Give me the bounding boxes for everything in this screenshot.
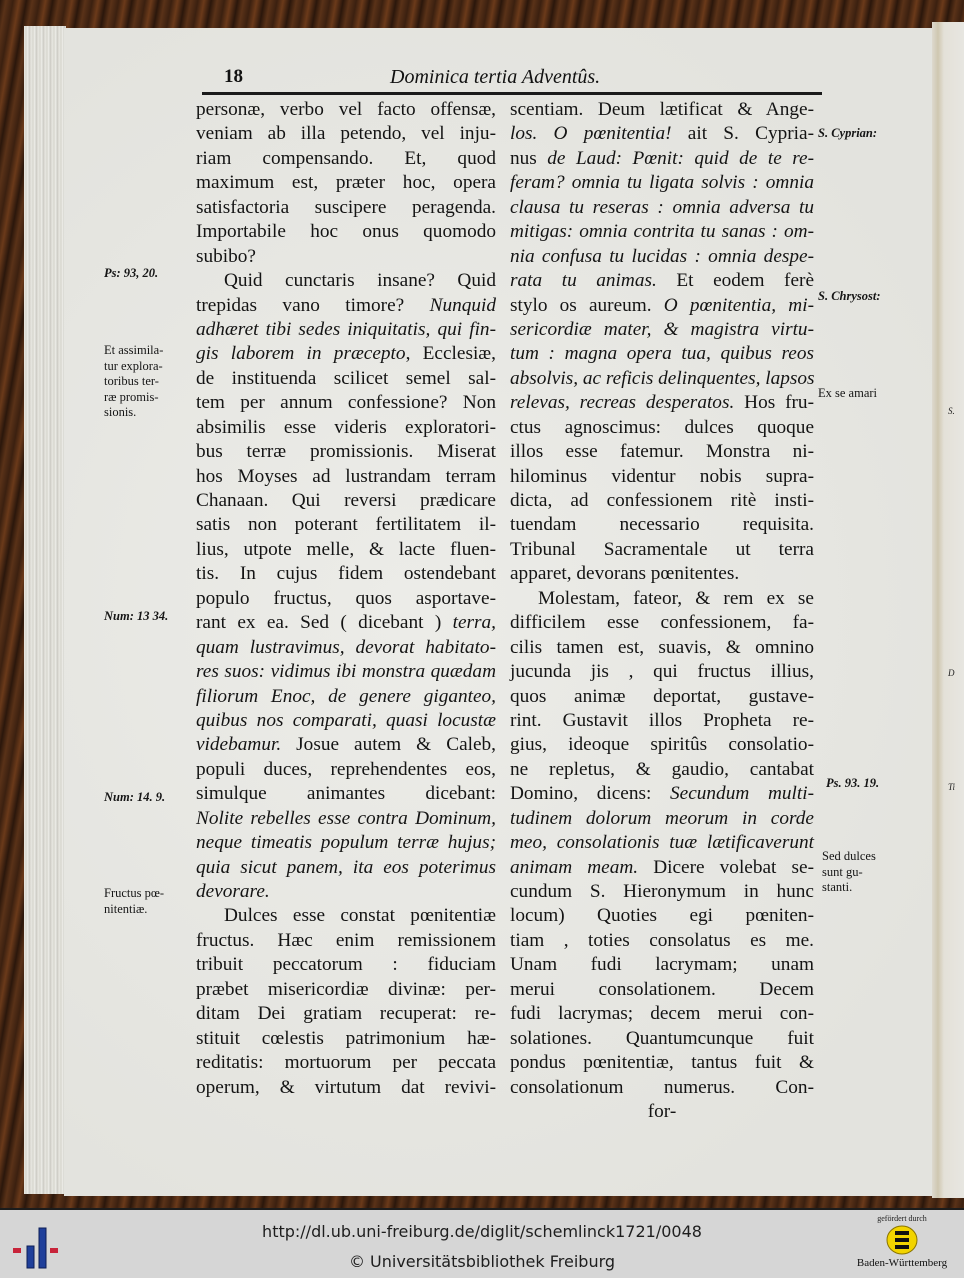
text-line bbox=[196, 880, 496, 904]
text-line bbox=[196, 611, 496, 635]
text-line bbox=[196, 98, 496, 122]
text-line bbox=[510, 342, 814, 366]
bleed-through-text bbox=[112, 128, 196, 144]
roman-run: quos animæ deportat, gustave- bbox=[510, 685, 814, 707]
sponsor-name: Baden-Württemberg bbox=[856, 1257, 948, 1269]
roman-run: ditam Dei gratiam recuperat: re- bbox=[196, 1003, 496, 1025]
roman-run: for- bbox=[647, 1100, 677, 1122]
roman-run: absimilis esse videris exploratori- bbox=[196, 416, 496, 438]
text-line bbox=[196, 856, 496, 880]
italic-run: res suos: vidimus ibi monstra quædam bbox=[196, 661, 496, 683]
text-line bbox=[510, 147, 814, 171]
roman-run: tribuit peccatorum : fiduciam bbox=[196, 954, 496, 976]
text-line bbox=[196, 269, 496, 293]
roman-run: tis. In cujus fidem ostendebant bbox=[196, 563, 496, 585]
text-line bbox=[196, 1076, 496, 1100]
italic-run: filiorum Enoc, de genere giganteo, bbox=[196, 685, 496, 707]
roman-run: locum) Quoties egi pœniten- bbox=[510, 905, 814, 927]
text-line bbox=[510, 1051, 814, 1075]
roman-run: præbet misericordiæ divinæ: per- bbox=[196, 978, 496, 1000]
text-line bbox=[196, 831, 496, 855]
roman-run: , Ecclesiæ, bbox=[405, 343, 496, 365]
text-line bbox=[196, 1051, 496, 1075]
text-line bbox=[196, 758, 496, 782]
text-line bbox=[510, 831, 814, 855]
italic-run: tudinem dolorum meorum in corde bbox=[510, 807, 814, 829]
italic-run: neque timeatis populum terræ hujus; bbox=[196, 832, 496, 854]
text-line bbox=[196, 538, 496, 562]
text-line bbox=[510, 1027, 814, 1051]
roman-run: stylo os aureum. bbox=[510, 294, 664, 316]
roman-run: dicta, ad confessionem ritè insti- bbox=[510, 490, 814, 511]
text-line bbox=[510, 587, 814, 611]
text-line bbox=[196, 636, 496, 660]
text-line bbox=[510, 269, 814, 293]
roman-run: ne repletus, & gaudio, cantabat bbox=[510, 758, 814, 780]
text-line bbox=[196, 660, 496, 684]
roman-run: simulque animantes dicebant: bbox=[196, 783, 496, 805]
roman-run: satis non poterant fertilitatem il- bbox=[196, 514, 496, 536]
roman-run: stituit cœlestis patrimonium hæ- bbox=[196, 1027, 496, 1049]
roman-run: scentiam. Deum lætificat & Ange- bbox=[510, 99, 814, 120]
text-line bbox=[510, 880, 814, 904]
next-page-edge: S. D Ti bbox=[948, 406, 956, 792]
text-line bbox=[196, 416, 496, 440]
text-line bbox=[510, 220, 814, 244]
text-line bbox=[196, 904, 496, 928]
roman-run: subibo? bbox=[196, 245, 256, 267]
text-line bbox=[196, 709, 496, 733]
italic-run: terra, bbox=[452, 612, 496, 634]
roman-run: Chanaan. Qui reversi prædicare bbox=[196, 490, 496, 511]
text-line bbox=[510, 318, 814, 342]
text-line bbox=[196, 978, 496, 1002]
margin-note-fructus: Fructus pœ- nitentiæ. bbox=[104, 886, 165, 916]
right-text-column bbox=[510, 98, 814, 1124]
roman-run: Dicere volebat se- bbox=[638, 856, 814, 878]
roman-run: operum, & virtutum dat revivi- bbox=[196, 1076, 496, 1098]
italic-run: Secundum multi- bbox=[670, 783, 815, 805]
text-line bbox=[196, 587, 496, 611]
margin-note-ex-se-amari: Ex se amari bbox=[818, 386, 878, 400]
roman-run: Molestam, fateor, & rem ex se bbox=[538, 587, 814, 609]
roman-run: trepidas vano timore? bbox=[196, 294, 430, 316]
italic-run: devorare. bbox=[196, 881, 270, 902]
footer-bar bbox=[0, 1208, 964, 1278]
roman-run: personæ, verbo vel facto offensæ, bbox=[196, 99, 496, 120]
roman-run: rant ex ea. Sed ( dicebant ) bbox=[196, 612, 453, 634]
roman-run: difficilem esse confessionem, fa- bbox=[510, 612, 814, 634]
baden-wuerttemberg-seal-icon bbox=[886, 1225, 918, 1255]
text-line bbox=[196, 196, 496, 220]
text-line bbox=[196, 318, 496, 342]
italic-run: videbamur. bbox=[196, 734, 282, 756]
text-line bbox=[196, 342, 496, 366]
margin-note-num13: Num: 13 34. bbox=[104, 609, 169, 623]
text-line bbox=[196, 122, 496, 146]
roman-run: ctus agnoscimus: dulces quoque bbox=[510, 416, 814, 438]
text-line bbox=[510, 758, 814, 782]
margin-note-chrysost: S. Chrysost: bbox=[818, 289, 881, 303]
roman-run: reditatis: mortuorum per peccata bbox=[196, 1052, 496, 1074]
text-line bbox=[510, 196, 814, 220]
italic-run: feram? omnia tu ligata solvis : omnia bbox=[510, 172, 814, 194]
text-line bbox=[510, 1076, 814, 1100]
left-text-column bbox=[196, 98, 496, 1100]
text-line bbox=[196, 171, 496, 195]
text-line bbox=[196, 245, 496, 269]
text-line bbox=[510, 782, 814, 806]
sponsor-caption: gefördert durch bbox=[877, 1214, 927, 1223]
roman-run: hos Moyses ad lustrandam terram bbox=[196, 465, 496, 487]
text-line bbox=[510, 538, 814, 562]
italic-run: clausa tu reseras : omnia adversa tu bbox=[510, 196, 814, 218]
roman-run: Tribunal Sacramentale ut terra bbox=[510, 538, 814, 560]
roman-run: Josue autem & Caleb, bbox=[281, 734, 496, 756]
roman-run: Quid cunctaris insane? Quid bbox=[224, 270, 496, 292]
roman-run: bus terræ promissionis. Miserat bbox=[196, 441, 496, 463]
page-edges bbox=[24, 26, 66, 1194]
italic-run: Nolite rebelles esse contra Dominum, bbox=[196, 807, 496, 829]
text-line bbox=[510, 367, 814, 391]
text-line bbox=[510, 929, 814, 953]
text-line bbox=[510, 1002, 814, 1026]
roman-run: ait S. Cypria- bbox=[671, 123, 814, 145]
roman-run: rint. Gustavit illos Propheta re- bbox=[510, 709, 814, 731]
roman-run: de instituenda scilicet semel sal- bbox=[196, 367, 496, 389]
header-rule bbox=[202, 92, 822, 95]
text-line bbox=[196, 562, 496, 586]
permalink-url[interactable]: http://dl.ub.uni-freiburg.de/diglit/schemlinck1721/0048 bbox=[262, 1222, 702, 1241]
page-number: 18 bbox=[224, 66, 243, 87]
roman-run: pondus pœnitentiæ, tantus fuit & bbox=[510, 1052, 814, 1074]
text-line bbox=[510, 391, 814, 415]
roman-run: Et eodem ferè bbox=[656, 270, 815, 292]
italic-run: relevas, recreas desperatos. bbox=[510, 392, 735, 414]
italic-run: tum : magna opera tua, quibus reos bbox=[510, 343, 814, 365]
italic-run: rata tu animas. bbox=[510, 270, 657, 292]
italic-run: quam lustravimus, devorat habitato- bbox=[196, 636, 496, 658]
roman-run: cilis tamen est, suavis, & omnino bbox=[510, 636, 814, 658]
roman-run: nus bbox=[510, 147, 548, 169]
italic-run: gis laborem in præcepto bbox=[196, 343, 406, 365]
margin-note-ps93-19: Ps. 93. 19. bbox=[826, 776, 880, 790]
roman-run: tem per annum confessione? Non bbox=[196, 392, 496, 414]
text-line bbox=[510, 611, 814, 635]
roman-run: maximum est, præter hoc, opera bbox=[196, 172, 496, 194]
text-line bbox=[196, 807, 496, 831]
roman-run: Importabile hoc onus quomodo bbox=[196, 221, 496, 243]
text-line bbox=[196, 782, 496, 806]
copyright-notice: © Universitätsbibliothek Freiburg bbox=[348, 1252, 616, 1271]
italic-run: animam meam. bbox=[510, 856, 639, 878]
text-line bbox=[196, 733, 496, 757]
text-line bbox=[196, 440, 496, 464]
roman-run: hilominus videntur nobis supra- bbox=[510, 465, 814, 487]
text-line bbox=[196, 513, 496, 537]
roman-run: Dulces esse constat pœnitentiæ bbox=[224, 905, 496, 927]
text-line bbox=[510, 904, 814, 928]
roman-run: Domino, dicens: bbox=[510, 783, 671, 805]
text-line bbox=[196, 489, 496, 513]
italic-run: O pœnitentia, mi- bbox=[663, 294, 814, 316]
roman-run: consolationum numerus. Con- bbox=[510, 1076, 814, 1098]
running-title: Dominica tertia Adventûs. bbox=[390, 66, 601, 88]
italic-run: Nunquid bbox=[429, 294, 496, 316]
margin-note-ps93: Ps: 93, 20. bbox=[104, 266, 159, 280]
roman-run: riam compensando. Et, quod bbox=[196, 147, 496, 169]
text-line bbox=[196, 685, 496, 709]
italic-run: los. O pœnitentia! bbox=[510, 123, 672, 145]
text-line bbox=[510, 562, 814, 586]
italic-run: absolvis, ac reficis delinquentes, lapsos bbox=[510, 367, 815, 389]
margin-note-num14: Num: 14. 9. bbox=[104, 790, 166, 804]
text-line bbox=[196, 391, 496, 415]
text-line bbox=[510, 416, 814, 440]
roman-run: gius, ideoque spiritûs consolatio- bbox=[510, 734, 814, 756]
text-line bbox=[510, 856, 814, 880]
text-line bbox=[196, 1027, 496, 1051]
roman-run: merui consolationem. Decem bbox=[510, 978, 814, 1000]
text-line bbox=[510, 489, 814, 513]
text-line bbox=[510, 636, 814, 660]
roman-run: lius, utpote melle, & lacte fluen- bbox=[196, 538, 496, 560]
margin-note-assimilatur: Et assimila- tur explora- toribus ter- ræ promis- sionis. bbox=[104, 343, 164, 419]
italic-run: mitigas: omnia contrita tu sanas : om- bbox=[510, 221, 814, 243]
text-line bbox=[196, 929, 496, 953]
roman-run: illos esse fatemur. Monstra ni- bbox=[510, 441, 814, 463]
roman-run: cundum S. Hieronymum in hunc bbox=[510, 881, 814, 902]
text-line bbox=[196, 147, 496, 171]
roman-run: fructus. Hæc enim remissionem bbox=[196, 929, 496, 951]
italic-run: meo, consolationis tuæ lætificaverunt bbox=[510, 832, 814, 854]
roman-run: satisfactoria suscipere peragenda. bbox=[196, 196, 496, 218]
text-line bbox=[510, 685, 814, 709]
roman-run: apparet, devorans pœnitentes. bbox=[510, 563, 740, 585]
roman-run: tuendam necessario requisita. bbox=[510, 514, 814, 536]
text-line bbox=[196, 1002, 496, 1026]
italic-run: nia confusa tu lucidas : omnia despe- bbox=[510, 245, 814, 267]
roman-run: fudi lacrymas; decem merui con- bbox=[510, 1003, 814, 1025]
text-line bbox=[510, 953, 814, 977]
text-line bbox=[510, 465, 814, 489]
italic-run: quia sicut panem, ita eos poterimus bbox=[196, 856, 496, 878]
roman-run: tiam , toties consolatus es me. bbox=[510, 929, 814, 951]
italic-run: adhæret tibi sedes iniquitatis, qui fin- bbox=[196, 318, 496, 340]
margin-note-sed-dulces: Sed dulces sunt gu- stanti. bbox=[822, 849, 876, 894]
sponsor-badge bbox=[848, 1214, 956, 1278]
roman-run: solationes. Quantumcunque fuit bbox=[510, 1027, 814, 1049]
roman-run: populo fructus, quos asportave- bbox=[196, 587, 496, 609]
text-line bbox=[510, 98, 814, 122]
text-line bbox=[196, 220, 496, 244]
roman-run: veniam ab illa petendo, vel inju- bbox=[196, 123, 496, 145]
italic-run: sericordiæ mater, & magistra virtu- bbox=[510, 318, 814, 340]
text-line bbox=[510, 733, 814, 757]
roman-run: Hos fru- bbox=[734, 392, 814, 414]
text-line bbox=[196, 367, 496, 391]
text-line bbox=[510, 513, 814, 537]
text-line bbox=[196, 465, 496, 489]
text-line bbox=[510, 440, 814, 464]
text-line bbox=[196, 294, 496, 318]
italic-run: quibus nos comparati, quasi locustæ bbox=[196, 709, 496, 731]
text-line bbox=[510, 122, 814, 146]
italic-run: de Laud: Pœnit: quid de te re- bbox=[547, 147, 815, 169]
roman-run: jucunda jis , qui fructus illius, bbox=[510, 661, 814, 683]
text-line bbox=[510, 245, 814, 269]
text-line bbox=[510, 978, 814, 1002]
text-line bbox=[510, 807, 814, 831]
text-line bbox=[510, 660, 814, 684]
margin-note-cyprian: S. Cyprian: bbox=[818, 126, 878, 140]
text-line bbox=[510, 1100, 814, 1124]
text-line bbox=[510, 171, 814, 195]
text-line bbox=[196, 953, 496, 977]
text-line bbox=[510, 294, 814, 318]
roman-run: populi duces, reprehendentes eos, bbox=[196, 758, 496, 780]
text-line bbox=[510, 709, 814, 733]
running-head bbox=[218, 66, 822, 88]
roman-run: Unam fudi lacrymam; unam bbox=[510, 954, 814, 976]
